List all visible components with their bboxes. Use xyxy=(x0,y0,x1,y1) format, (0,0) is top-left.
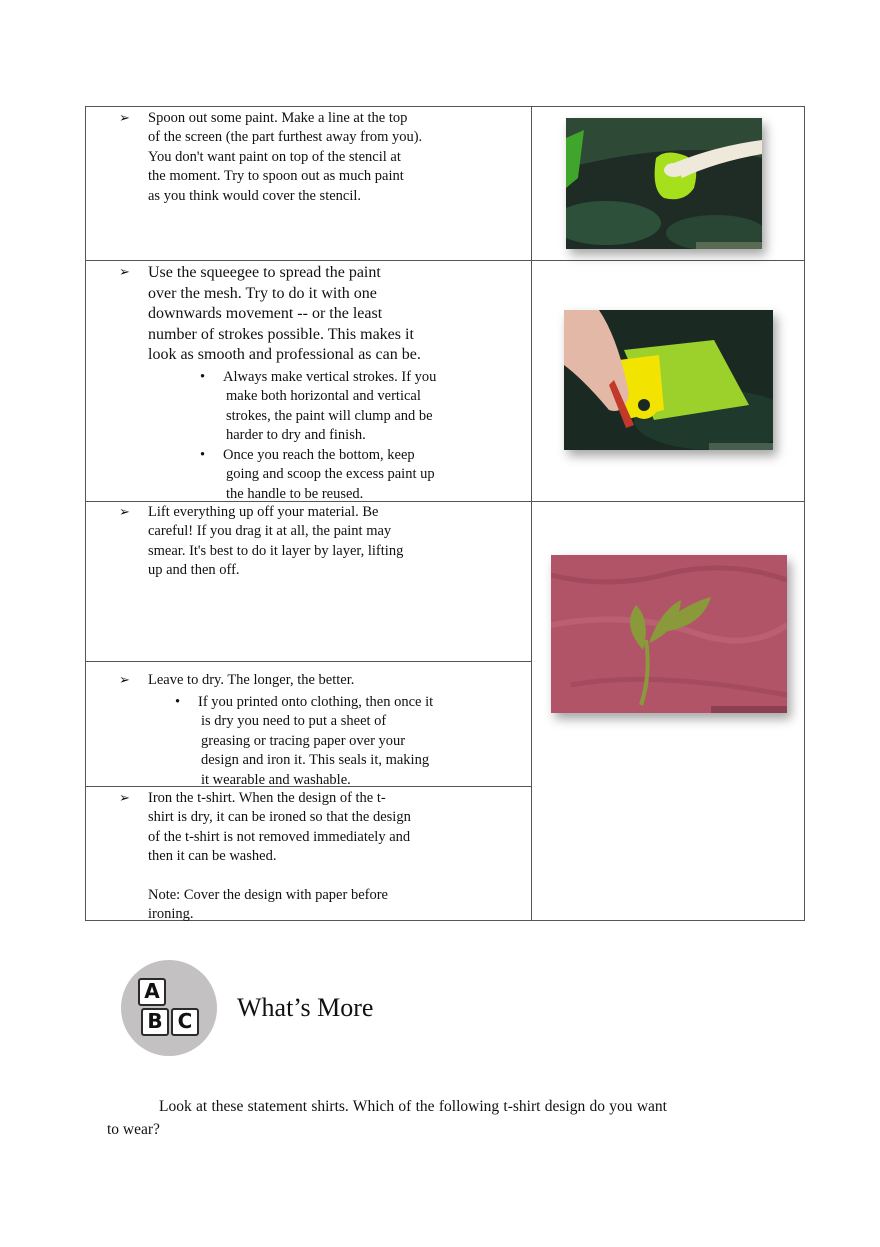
text-line: of the t-shirt is not removed immediately and xyxy=(148,828,411,845)
intro-paragraph xyxy=(107,1095,667,1141)
text-line: harder to dry and finish. xyxy=(226,427,366,444)
step-2-bullet-2 xyxy=(200,446,435,504)
text-line: Always make vertical strokes. If you xyxy=(223,369,437,385)
text-line: of the screen (the part furthest away from you). xyxy=(148,129,423,146)
text-line: design and iron it. This seals it, making xyxy=(201,752,430,769)
text-line: then it can be washed. xyxy=(148,848,277,865)
text-line: Lift everything up off your material. Be xyxy=(148,504,379,520)
text-line: If you printed onto clothing, then once it xyxy=(198,694,434,710)
arrow-bullet-icon: ➢ xyxy=(119,673,130,688)
step-4-text xyxy=(119,671,355,690)
abc-blocks-icon xyxy=(121,960,217,1056)
squeegee-spread-photo xyxy=(564,310,773,450)
arrow-bullet-icon: ➢ xyxy=(119,265,130,280)
step-5-text xyxy=(119,789,411,925)
step-2-bullet-1 xyxy=(200,368,437,446)
text-line: the moment. Try to spoon out as much paint xyxy=(148,168,404,185)
text-line: number of strokes possible. This makes it xyxy=(148,325,414,343)
arrow-bullet-icon: ➢ xyxy=(119,111,130,126)
text-line: Spoon out some paint. Make a line at the top xyxy=(148,110,408,126)
column-divider xyxy=(531,106,532,921)
table-border-top xyxy=(85,106,805,107)
letter-block-a: A xyxy=(138,978,166,1006)
row-divider xyxy=(85,661,532,662)
section-title: What’s More xyxy=(237,993,374,1022)
text-line: Leave to dry. The longer, the better. xyxy=(148,672,355,688)
row-divider xyxy=(85,501,805,502)
text-line: it wearable and washable. xyxy=(201,771,351,788)
table-border-right xyxy=(804,106,805,921)
text-line: look as smooth and professional as can be. xyxy=(148,346,421,364)
text-line: downwards movement -- or the least xyxy=(148,305,383,323)
text-line: ironing. xyxy=(148,906,194,923)
text-line: as you think would cover the stencil. xyxy=(148,187,362,204)
text-line: shirt is dry, it can be ironed so that the design xyxy=(148,809,411,826)
printed-leaf-shirt-photo xyxy=(551,555,787,713)
text-line: careful! If you drag it at all, the paint may xyxy=(148,523,392,540)
text-line: smear. It's best to do it layer by layer, lifting xyxy=(148,542,404,559)
bullet-dot-icon: • xyxy=(175,694,181,710)
step-4-bullet-1 xyxy=(175,693,434,790)
text-line: strokes, the paint will clump and be xyxy=(226,407,433,424)
table-border-left xyxy=(85,106,86,921)
text-line: over the mesh. Try to do it with one xyxy=(148,284,377,302)
arrow-bullet-icon: ➢ xyxy=(119,505,130,520)
steps-table xyxy=(85,106,805,921)
intro-text: Look at these statement shirts. Which of the following t-shirt design do you want to wear? xyxy=(107,1098,667,1138)
spooning-paint-photo xyxy=(566,118,762,249)
step-1-text xyxy=(119,109,423,206)
text-line: the handle to be reused. xyxy=(226,485,364,502)
text-line: greasing or tracing paper over your xyxy=(201,732,406,749)
letter-block-b: B xyxy=(141,1008,169,1036)
letter-block-c: C xyxy=(171,1008,199,1036)
text-line: going and scoop the excess paint up xyxy=(226,466,435,483)
arrow-bullet-icon: ➢ xyxy=(119,791,130,806)
text-line: Use the squeegee to spread the paint xyxy=(148,264,381,281)
text-line: up and then off. xyxy=(148,562,240,579)
row-divider xyxy=(85,260,805,261)
step-2-text xyxy=(119,263,421,366)
text-line: Once you reach the bottom, keep xyxy=(223,447,415,463)
text-line: make both horizontal and vertical xyxy=(226,388,421,405)
text-line: You don't want paint on top of the stencil at xyxy=(148,148,401,165)
step-3-text xyxy=(119,503,404,581)
bullet-dot-icon: • xyxy=(200,369,206,385)
text-line: Iron the t-shirt. When the design of the t- xyxy=(148,790,386,806)
bullet-dot-icon: • xyxy=(200,447,206,463)
text-line: Note: Cover the design with paper before xyxy=(148,887,388,904)
text-line: is dry you need to put a sheet of xyxy=(201,713,387,730)
text-line xyxy=(148,867,411,886)
